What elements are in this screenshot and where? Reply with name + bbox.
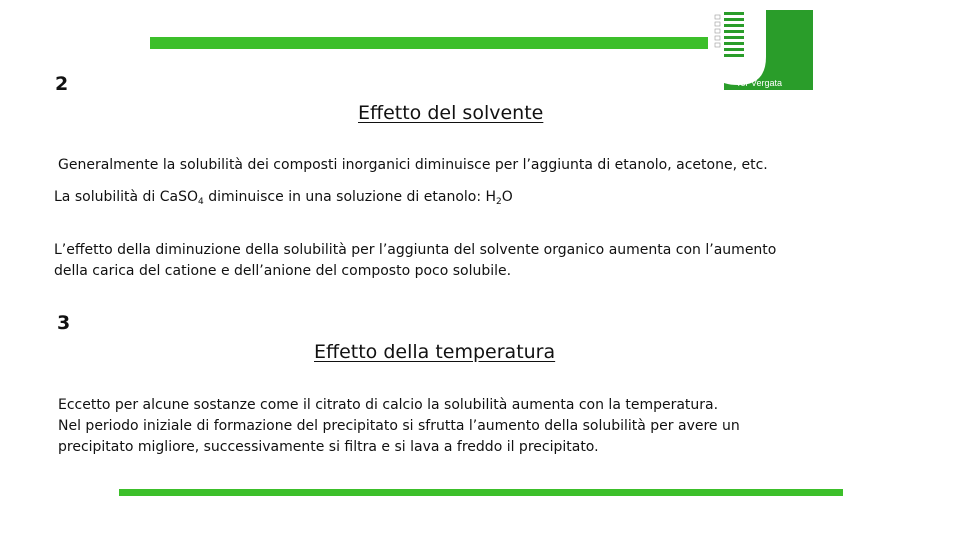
subscript: 4 [198,197,204,207]
top-green-bar [150,37,710,49]
text-fragment: O [501,189,513,205]
formula-text-line [54,187,513,208]
text-fragment: La solubilità di Ca [54,189,179,205]
paragraph [54,240,776,282]
paragraph-line: L’effetto della diminuzione della solubilità per l’aggiunta del solvente organico aumenta con l’aumento [54,242,777,258]
text-fragment: diminuisce in una soluzione di etanolo: H [203,189,497,205]
section-number: 3 [57,312,71,334]
section-number: 2 [55,73,69,95]
paragraph-line: Eccetto per alcune sostanze come il citrato di calcio la solubilità aumenta con la temperatura. [58,397,719,413]
text-fragment: SO [178,189,199,205]
subscript: 2 [496,197,502,207]
paragraph-line: Nel periodo iniziale di formazione del precipitato si sfrutta l’aumento della solubilità per avere un [58,418,740,434]
section-heading: Effetto della temperatura [314,341,556,363]
paragraph-line: della carica del catione e dell’anione del composto poco solubile. [54,263,512,279]
university-logo [706,9,814,91]
svg-text:Tor Vergata: Tor Vergata [736,78,783,88]
bottom-green-bar [119,489,843,496]
text-line: Generalmente la solubilità dei composti inorganici diminuisce per l’aggiunta di etanolo, acetone, etc. [58,157,768,173]
paragraph-line: precipitato migliore, successivamente si filtra e si lava a freddo il precipitato. [58,439,599,455]
paragraph [58,395,740,458]
section-heading: Effetto del solvente [358,102,544,124]
